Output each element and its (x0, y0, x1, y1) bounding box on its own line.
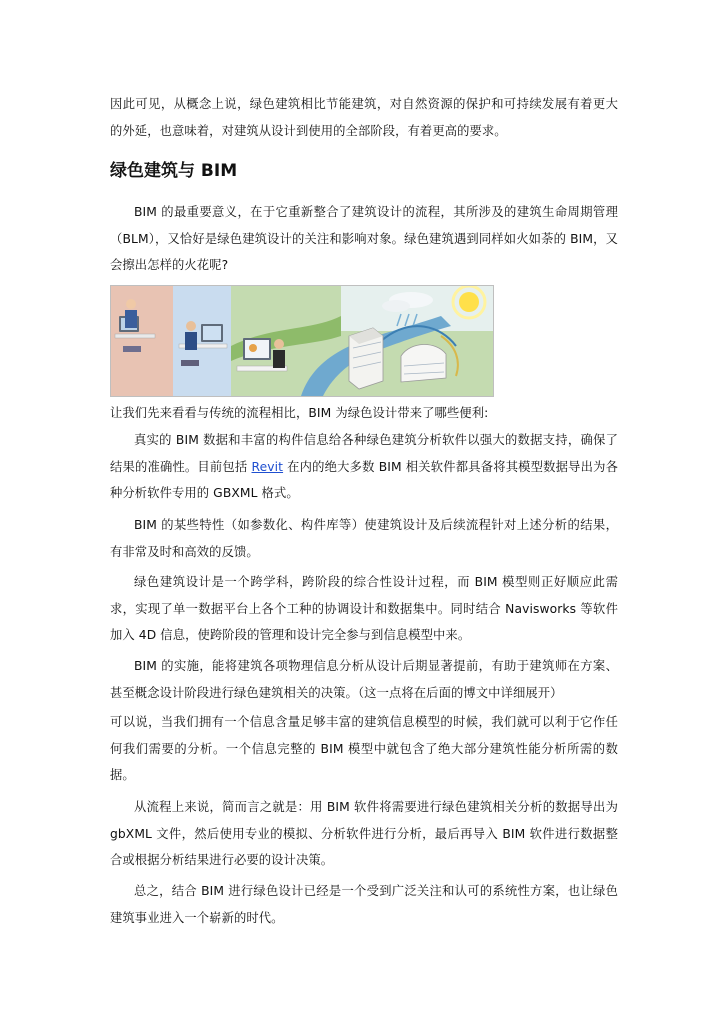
paragraph-features: BIM 的某些特性（如参数化、构件库等）使建筑设计及后续流程针对上述分析的结果，有非常及时和高效的反馈。 (110, 518, 618, 559)
bim-workflow-illustration (110, 285, 494, 397)
paragraph-early-analysis: BIM 的实施，能将建筑各项物理信息分析从设计后期显著提前，有助于建筑师在方案、甚至概念设计阶段进行绿色建筑相关的决策。（这一点将在后面的博文中详细展开） (110, 659, 618, 700)
paragraph-conclusion: 总之，结合 BIM 进行绿色设计已经是一个受到广泛关注和认可的系统性方案，也让绿色建筑事业进入一个崭新的时代。 (110, 884, 618, 925)
revit-link[interactable]: Revit (251, 459, 284, 474)
section-intro-paragraph: BIM 的最重要意义，在于它重新整合了建筑设计的流程，其所涉及的建筑生命周期管理（BLM），又恰好是绿色建筑设计的关注和影响对象。绿色建筑遇到同样如火如荼的 BIM，又会擦出怎样的火花呢? (110, 205, 618, 272)
paragraph-data-text-after-link: 在内的绝大多数 BIM 相关软件都具备将其模型数据导出为各种分析软件专用的 GBXML 格式。 (110, 459, 619, 500)
paragraph-data-support (110, 427, 618, 507)
paragraph-data-text-before-link: 真实的 BIM 数据和丰富的构件信息给各种绿色建筑分析软件以强大的数据支持，确保了结果的准确性。目前包括 (110, 433, 618, 474)
paragraph-information-model: 可以说，当我们拥有一个信息含量足够丰富的建筑信息模型的时候，我们就可以利于它作任何我们需要的分析。一个信息完整的 BIM 模型中就包含了绝大部分建筑性能分析所需的数据。 (110, 715, 618, 782)
intro-paragraph: 因此可见，从概念上说，绿色建筑相比节能建筑，对自然资源的保护和可持续发展有着更大的外延，也意味着，对建筑从设计到使用的全部阶段，有着更高的要求。 (110, 97, 618, 138)
section-heading: 绿色建筑与 BIM (110, 161, 238, 181)
lead-line: 让我们先来看看与传统的流程相比，BIM 为绿色设计带来了哪些便利: (110, 406, 489, 420)
paragraph-collaboration: 绿色建筑设计是一个跨学科，跨阶段的综合性设计过程，而 BIM 模型则正好顺应此需求，实现了单一数据平台上各个工种的协调设计和数据集中。同时结合 Navisworks 等软件加入 4D 信息，使跨阶段的管理和设计完全参与到信息模型中来。 (110, 575, 618, 642)
paragraph-process: 从流程上来说，简而言之就是：用 BIM 软件将需要进行绿色建筑相关分析的数据导出为 gbXML 文件，然后使用专业的模拟、分析软件进行分析，最后再导入 BIM 软件进行数据整合或根据分析结果进行必要的设计决策。 (110, 800, 618, 867)
